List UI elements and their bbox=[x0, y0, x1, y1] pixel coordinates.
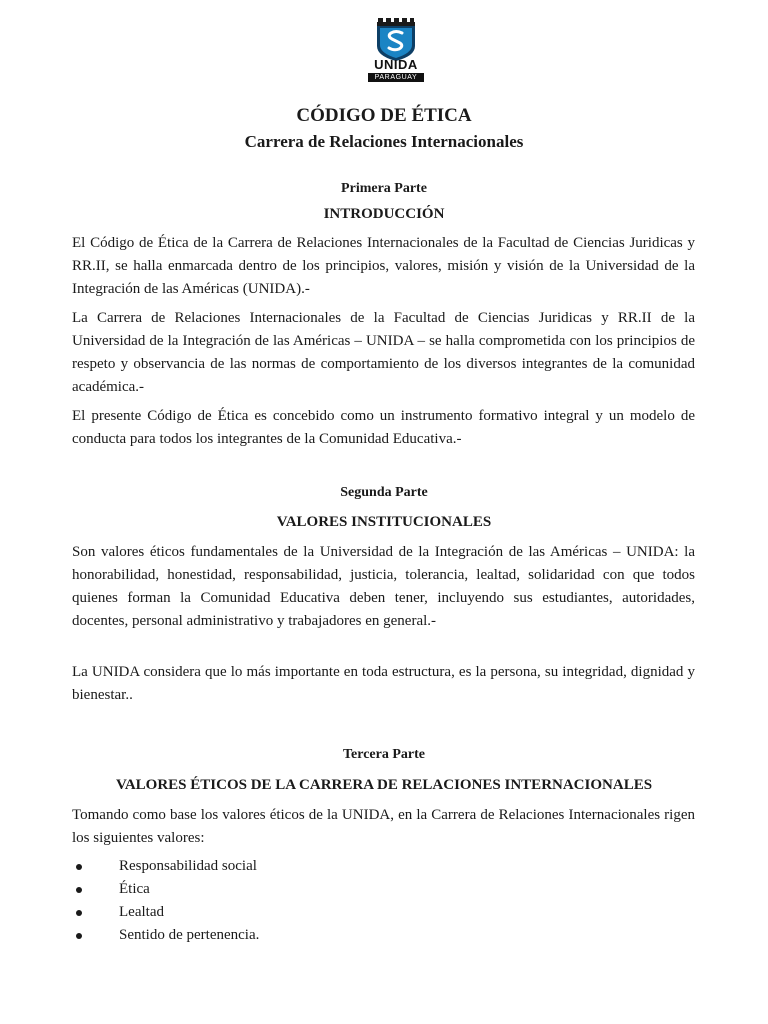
bullet-icon bbox=[76, 887, 82, 893]
paragraph-intro-2: La Carrera de Relaciones Internacionales de la Facultad de Ciencias Juridicas y RR.II de la Universidad de la Integración de las Américas – UNIDA – se halla comprometida con los principios de respeto y observancia de las normas de comportamiento de los diversos integrantes de la comunidad académica.- bbox=[72, 310, 695, 395]
paragraph-valores-1: Son valores éticos fundamentales de la Universidad de la Integración de las Américas – UNIDA: la honorabilidad, honestidad, responsabilidad, justicia, tolerancia, lealtad, solidaridad con que todos quienes forman la Comunidad Educativa deben tener, incluyendo sus estudiantes, autoridades, docentes, personal administrativo y trabajadores en general.- bbox=[72, 544, 695, 629]
part-label-segunda: Segunda Parte bbox=[340, 485, 428, 500]
unida-logo bbox=[364, 18, 428, 84]
list-item-text: Sentido de pertenencia. bbox=[119, 927, 260, 943]
list-item bbox=[72, 878, 695, 901]
list-item bbox=[72, 924, 695, 947]
paragraph-intro-1: El Código de Ética de la Carrera de Relaciones Internacionales de la Facultad de Ciencias Juridicas y RR.II, se halla enmarcada dentro de los principios, valores, misión y visión de la Universidad de la Integración de las Américas (UNIDA).- bbox=[72, 235, 695, 297]
list-item-text: Ética bbox=[119, 881, 150, 897]
logo-name: UNIDA bbox=[374, 57, 418, 72]
section-heading-valores-institucionales: VALORES INSTITUCIONALES bbox=[276, 514, 492, 530]
list-item bbox=[72, 855, 695, 878]
logo-subtitle: PARAGUAY bbox=[368, 73, 424, 82]
bullet-icon bbox=[76, 933, 82, 939]
shield-icon bbox=[364, 18, 428, 62]
bullet-icon bbox=[76, 910, 82, 916]
bullet-icon bbox=[76, 864, 82, 870]
valores-list bbox=[72, 855, 695, 947]
paragraph-valores-2: La UNIDA considera que lo más importante en toda estructura, es la persona, su integridad, dignidad y bienestar.. bbox=[72, 664, 695, 703]
list-item-text: Responsabilidad social bbox=[119, 858, 257, 874]
section-heading-introduccion: INTRODUCCIÓN bbox=[323, 206, 445, 222]
list-item-text: Lealtad bbox=[119, 904, 164, 920]
document-subtitle: Carrera de Relaciones Internacionales bbox=[244, 132, 524, 151]
section-heading-valores-eticos: VALORES ÉTICOS DE LA CARRERA DE RELACIONES INTERNACIONALES bbox=[115, 777, 653, 793]
paragraph-valores-eticos-1: Tomando como base los valores éticos de la UNIDA, en la Carrera de Relaciones Internacionales rigen los siguientes valores: bbox=[72, 807, 695, 846]
document-title: CÓDIGO DE ÉTICA bbox=[296, 105, 472, 126]
list-item bbox=[72, 901, 695, 924]
part-label-primera: Primera Parte bbox=[341, 181, 427, 196]
paragraph-intro-3: El presente Código de Ética es concebido como un instrumento formativo integral y un modelo de conducta para todos los integrantes de la Comunidad Educativa.- bbox=[72, 408, 695, 447]
part-label-tercera: Tercera Parte bbox=[342, 747, 425, 762]
